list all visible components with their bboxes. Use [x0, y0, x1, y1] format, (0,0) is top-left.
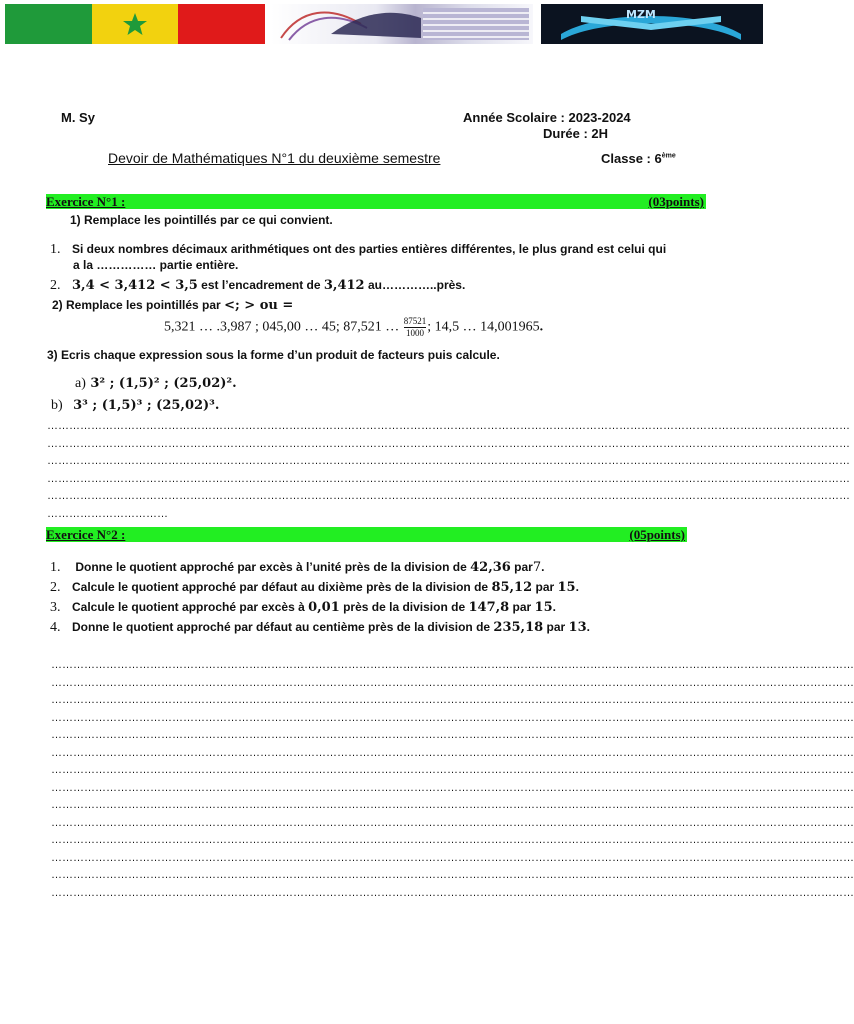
math-expression: 3² ; (1,5)² ; (25,02)².: [90, 376, 237, 391]
answer-line: …………………………………………………………………………………………………………………………………………………………………………………………………: [47, 455, 850, 467]
answer-line: …………………………………………………………………………………………………………………………………………………………………………………………………: [51, 694, 854, 706]
answer-line: …………………………………………………………………………………………………………………………………………………………………………………………………: [51, 676, 854, 689]
star-icon: [122, 12, 148, 36]
question-text: 2) Remplace les pointillés par: [52, 298, 225, 312]
answer-line: …………………………………………………………………………………………………………………………………………………………………………………………………: [47, 472, 850, 485]
duration: Durée : 2H: [543, 126, 609, 141]
exercise-1-header: [46, 194, 706, 209]
answer-line: …………………………………………………………………………………………………………………………………………………………………………………………………: [51, 886, 854, 899]
math-value: 42,36: [470, 560, 511, 575]
item-text: par: [532, 580, 558, 594]
math-expression: 3,4 < 3,412 < 3,5: [72, 278, 198, 293]
fraction-denominator: 1000: [406, 328, 425, 338]
svg-text:MZM: MZM: [626, 8, 656, 21]
class-label: Classe : 6: [601, 151, 662, 166]
math-value: 3,412: [323, 278, 365, 293]
brand-logo-image: [541, 4, 763, 44]
exercise-1-points: (03points): [648, 194, 704, 209]
item-text-end: au…………..près.: [364, 278, 466, 292]
exercise-2-answer-lines: [51, 657, 854, 902]
item-number: 4.: [50, 620, 61, 635]
answer-line: …………………………………………………………………………………………………………………………………………………………………………………………………: [51, 729, 854, 741]
exercise-1-item-b: [51, 396, 219, 414]
exercise-2-header: [46, 527, 687, 542]
senegal-flag-image: [5, 4, 265, 44]
fraction-numerator: 87521: [403, 316, 427, 326]
item-text: par: [543, 620, 569, 634]
item-text: par: [510, 560, 533, 574]
exercise-1-answer-lines: [47, 418, 850, 523]
math-value: 147,8: [468, 600, 510, 615]
math-value: 13: [568, 620, 587, 635]
page-title: Devoir de Mathématiques N°1 du deuxième semestre: [108, 150, 441, 166]
answer-line: …………………………………………………………………………………………………………………………………………………………………………………………………: [51, 816, 854, 829]
exercise-1-question-2: [52, 296, 293, 314]
math-value: 15: [534, 600, 553, 615]
answer-line: …………………………………………………………………………………………………………………………………………………………………………………………………: [47, 437, 850, 450]
answer-line: …………………………………………………………………………………………………………………………………………………………………………………………………: [51, 799, 854, 811]
item-text: est l’encadrement de: [197, 278, 324, 292]
class-level: [601, 151, 676, 166]
exercise-2-points: (05points): [629, 527, 685, 542]
math-value: 0,01: [308, 600, 340, 615]
item-text: Donne le quotient approché par excès à l’unité près de la division de: [72, 560, 471, 574]
item-number: 1.: [50, 242, 61, 257]
exercise-1-item-2: [50, 276, 465, 294]
header-banner: [5, 4, 763, 44]
item-text: Calcule le quotient approché par défaut au dixième près de la division de: [72, 580, 492, 594]
item-number: 2.: [50, 580, 61, 595]
school-year: Année Scolaire : 2023-2024: [463, 110, 631, 125]
exercise-1-question-1: 1) Remplace les pointillés par ce qui convient.: [70, 213, 333, 227]
math-value: 15: [557, 580, 576, 595]
item-text: Si deux nombres décimaux arithmétiques ont des parties entières différentes, le plus grand est celui qui: [72, 242, 667, 256]
math-symbols: <; > ou =: [224, 298, 294, 313]
math-value: 85,12: [491, 580, 533, 595]
math-value: 7: [532, 560, 542, 575]
exercise-2-label: Exercice N°2 :: [46, 527, 126, 542]
exercise-2-item-2: [50, 578, 579, 596]
exercise-1-item-1-cont: a la …………… partie entière.: [73, 258, 239, 272]
answer-line: …………………………………………………………………………………………………………………………………………………………………………………………………: [51, 659, 854, 671]
item-text-end: .: [575, 580, 579, 594]
answer-line: …………………………………………………………………………………………………………………………………………………………………………………………………: [51, 869, 854, 881]
answer-line: …………………………………………………………………………………………………………………………………………………………………………………………………: [51, 781, 854, 794]
answer-line: …………………………………………………………………………………………………………………………………………………………………………………………………: [51, 764, 854, 776]
item-text: Donne le quotient approché par défaut au centième près de la division de: [72, 620, 494, 634]
expression-end: .: [539, 319, 544, 335]
class-superscript: ème: [661, 152, 676, 160]
item-text-end: .: [541, 560, 545, 574]
fraction: [404, 316, 427, 339]
item-number: 3.: [50, 600, 61, 615]
answer-line: …………………………………………………………………………………………………………………………………………………………………………………………………: [51, 746, 854, 759]
exercise-1-item-1: [50, 241, 666, 258]
item-text-end: .: [552, 600, 556, 614]
item-text: près de la division de: [339, 600, 469, 614]
answer-line: …………………………………………………………………………………………………………………………………………………………………………………………………: [47, 490, 850, 502]
answer-line: …………………………………………………………………………………………………………………………………………………………………………………………………: [51, 851, 854, 864]
school-logo-image: [271, 4, 533, 44]
exercise-2-item-3: [50, 598, 556, 616]
item-number: 1.: [50, 560, 61, 575]
exercise-2-item-4: [50, 618, 590, 636]
item-text-end: .: [586, 620, 590, 634]
answer-line: …………………………………………………………………………………………………………………………………………………………………………………………………: [51, 834, 854, 846]
math-value: 235,18: [493, 620, 544, 635]
item-label: b): [51, 398, 63, 413]
item-label: a): [75, 376, 86, 391]
math-expression: 3³ ; (1,5)³ ; (25,02)³.: [73, 398, 220, 413]
exercise-1-label: Exercice N°1 :: [46, 194, 126, 209]
expression-part-2: ; 14,5 … 14,001965: [427, 319, 540, 335]
exercise-1-item-a: [75, 374, 237, 392]
exercise-1-question-3: 3) Ecris chaque expression sous la forme d’un produit de facteurs puis calcule.: [47, 348, 500, 362]
answer-line: ……………………………: [47, 507, 168, 520]
item-text: par: [509, 600, 535, 614]
item-number: 2.: [50, 278, 61, 293]
teacher-name: M. Sy: [61, 110, 95, 125]
answer-line: …………………………………………………………………………………………………………………………………………………………………………………………………: [51, 711, 854, 724]
item-text: Calcule le quotient approché par excès à: [72, 600, 309, 614]
comparison-expressions: [164, 316, 543, 339]
exercise-2-item-1: [50, 558, 544, 576]
expression-part-1: 5,321 … .3,987 ; 045,00 … 45; 87,521 …: [164, 319, 400, 335]
answer-line: …………………………………………………………………………………………………………………………………………………………………………………………………: [47, 420, 850, 432]
